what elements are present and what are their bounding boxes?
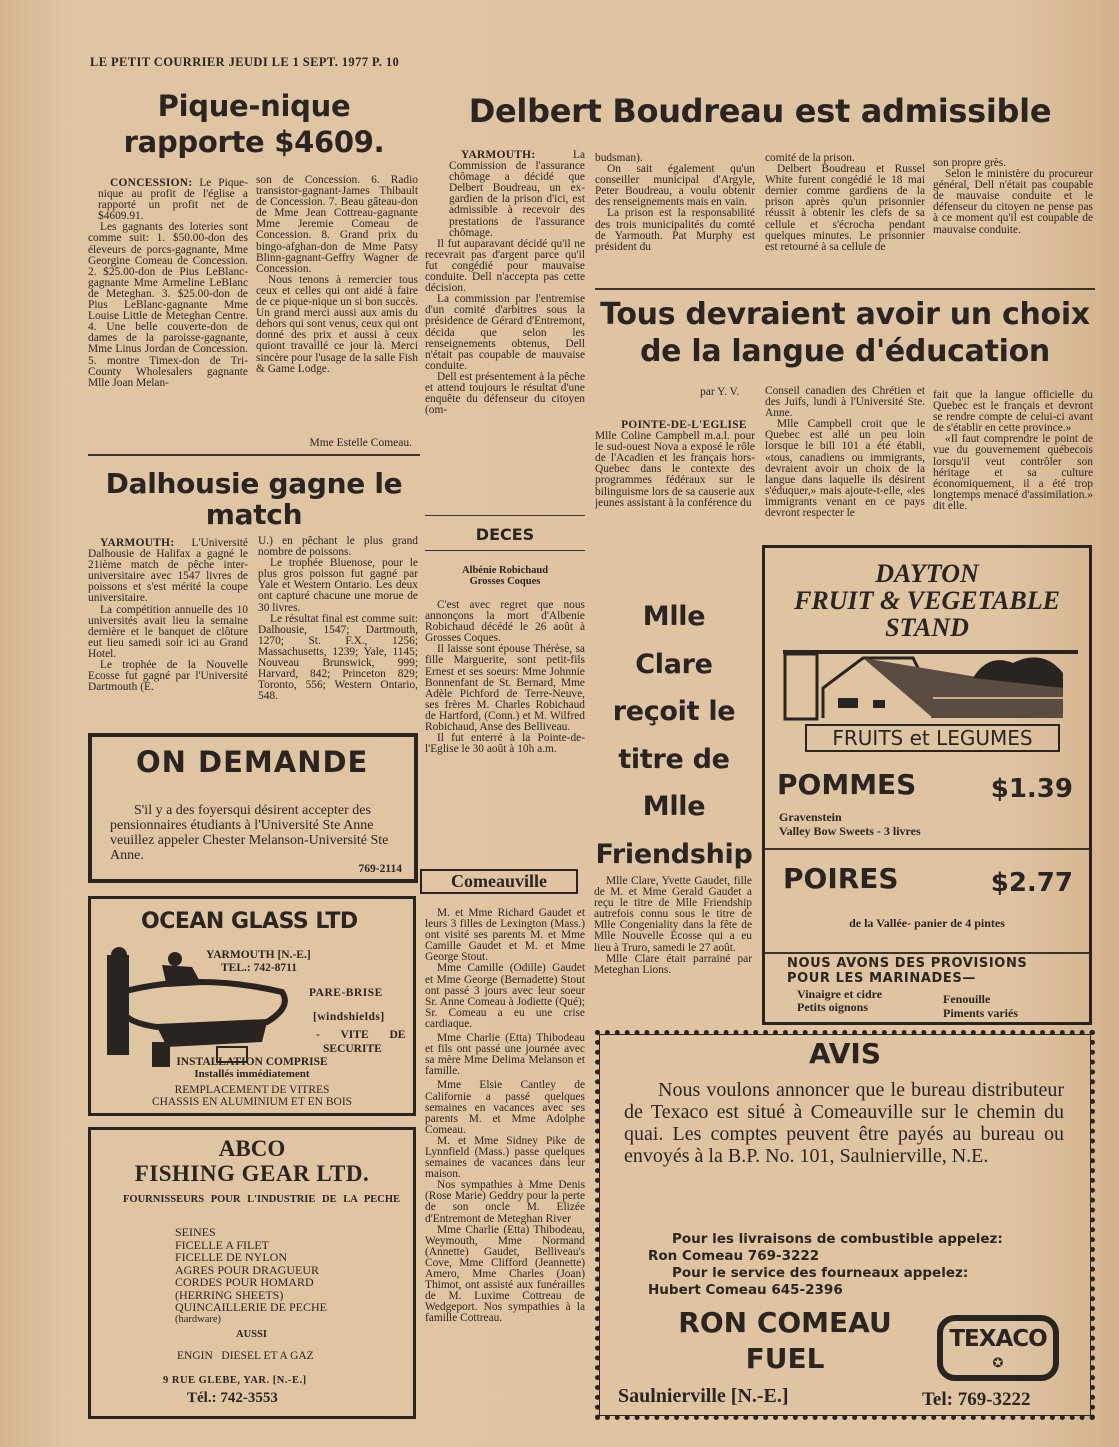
product-price: $1.39 [990, 774, 1073, 804]
headline-line: titre de [618, 743, 730, 775]
ad-line: PARE-BRISE [309, 987, 383, 999]
ad-title [765, 560, 1089, 641]
article-column [765, 153, 925, 278]
paragraph: Nos sympathies à Mme Denis (Rose Marie) Geddry pour la perte de son oncle M. Elizée d'Entremont de Meteghan River [425, 1179, 585, 1225]
paragraph: budsman). [595, 153, 643, 164]
product-name: POMMES [777, 768, 917, 801]
list-item: SEINES [175, 1225, 216, 1239]
paragraph: Le trophée Bluenose, pour le plus gros poisson fut gagné par Yale et Western Ontario. Les deux ont capturé chacune une morue de 30 livres. [258, 557, 418, 614]
paragraph: Il fut auparavant décidé qu'il ne recevrait pas d'argent parce qu'il fut congédié pour mauvaise conduite. Dell n'accepta pas cette décision. [425, 237, 585, 295]
ad-footer [91, 1056, 413, 1108]
ad-title: ON DEMANDE [136, 745, 369, 779]
ad-line: Installés immédiatement [194, 1068, 310, 1080]
list-item: Piments variés [943, 1006, 1018, 1020]
paragraph: La commission par l'entremise d'un comité d'arbitres sous la présidence de Gérard d'Entremont, décida que selon les renseignements obtenus, Dell n'était pas coupable de mauvaise conduite. [425, 293, 585, 372]
headline-line: rapporte $4609. [123, 125, 385, 159]
ad-line: AUSSI [236, 1329, 267, 1340]
ad-avis [595, 1030, 1095, 1420]
paragraph: Nous tenons à remercier tous ceux et celles qui ont aidé à faire de ce pique-nique un si bon succès. Un grand merci aussi aux amis du dehors qui sont venus, ceux qui ont donné des prix et aussi à ceux quiont travaillé ce jour là. Merci sincère pour l'usage de la salle Fish & Game Lodge. [256, 273, 418, 375]
ad-title-line: DAYTON [875, 559, 979, 588]
headline-piquenique [88, 88, 420, 160]
article-column [595, 420, 755, 542]
list-item: QUINCAILLERIE DE PECHE [175, 1300, 327, 1314]
ad-title [91, 1136, 413, 1186]
product-price: $2.77 [990, 868, 1073, 898]
ad-line: REMPLACEMENT DE VITRES [174, 1084, 330, 1096]
headline-line: Mlle [642, 791, 706, 822]
paragraph: Il fut enterré à la Pointe-de-l'Eglise le 30 août à 10h a.m. [425, 732, 585, 756]
ad-ocean-glass [88, 896, 416, 1116]
ad-city: YARMOUTH [N.-E.] [206, 949, 311, 961]
list-item: AGRES POUR DRAGUEUR [175, 1262, 320, 1277]
provisions-line: POUR LES MARINADES— [787, 971, 976, 986]
paragraph: M. et Mme Richard Gaudet et leurs 3 filles de Lexington (Mass.) ont visité ses parents M. et Mme Camille Gaudet et M. et Mme George Stout. [425, 908, 585, 964]
divider [765, 848, 1089, 850]
ad-phone: TEL.: 742-8711 [221, 962, 298, 974]
paragraph: Le résultat final est comme suit: Dalhousie, 1547; Dartmouth, 1270; St. F.X., 1256; Massachusetts, 1239; Yale, 1145; Nouveau Brunswick, 999; Harvard, 842; Princeton 829; Toronto, 556; Western Ontario, 548. [258, 612, 418, 703]
ad-title-line: FRUIT & VEGETABLE [794, 586, 1060, 615]
ad-town: Saulnierville [N.-E.] [618, 1385, 789, 1407]
signature: Mme Estelle Comeau. [309, 437, 412, 449]
paragraph: La Commission de l'assurance chômage a décidé que Delbert Boudreau, un ex-gardien de la prison d'ici, est admissible à recevoir des prestations de l'assurance chômage. [449, 150, 585, 239]
headline-clare [588, 593, 760, 878]
headline-line: Tous devraient avoir un choix [600, 297, 1090, 332]
product-desc: de la Vallée- panier de 4 pintes [849, 916, 1005, 930]
list-item: (HERRING SHEETS) [175, 1287, 284, 1302]
article-column [256, 175, 418, 435]
ad-subtitle: FOURNISSEURS POUR L'INDUSTRIE DE LA PECHE [123, 1194, 401, 1205]
company-name [640, 1305, 930, 1377]
paragraph: Mlle Coline Campbell m.a.l. pour le sud-ouest Nova a exposé le rôle de l'Acadien et les français hors-Quebec dans le contexte des programmes fédéraux sur le bilinguisme lors de sa causerie aux jeunes assistant à la conférence du [595, 430, 755, 509]
paragraph: son propre grès. [933, 158, 1007, 169]
paragraph: La compétition annuelle des 10 universités avait lieu la semaine dernière et le banquet de clôture eut lieu samedi soir ici au Grand Hotel. [88, 603, 248, 660]
headline-line: Dalhousie gagne le [105, 467, 403, 500]
company-name-line: FUEL [745, 1342, 825, 1375]
ad-title: AVIS [808, 1037, 882, 1070]
headline-line: Mlle [642, 601, 706, 632]
paragraph: comité de la prison. [765, 153, 855, 164]
paragraph: On sait également qu'un conseiller municipal d'Argyle, Peter Boudreau, a voulu obtenir des renseignements mais en vain. [595, 163, 755, 209]
headline-delbert: Delbert Boudreau est admissible [468, 92, 1052, 130]
ad-title-line: FISHING GEAR LTD. [134, 1161, 370, 1186]
list-item: (hardware) [175, 1313, 222, 1325]
section-header-comeauville: Comeauville [420, 869, 578, 894]
paragraph: Il laisse sont épouse Thérèse, sa fille Marguerite, sont petit-fils Ernest et ses soeurs: Mme Johnnie Bonnenfant de St. Bernard, Mme Adèle Pichford de Terre-Neuve, ses frères M. Charles Robichaud de Hartford, (Conn.) et M. Wilfred Robichaud, Anse des Belliveau. [425, 643, 585, 734]
ad-line: CHASSIS EN ALUMINIUM ET EN BOIS [151, 1096, 353, 1108]
ad-line: [windshields] [313, 1011, 385, 1023]
paragraph: Delbert Boudreau et Russel White furent congédié le 18 mai dernier comme gardiens de la prison après qu'un prisonnier réussit à obtenir les clefs de sa cellule et s'écrocha pendant quelques minutes. Le prisonnier est retourné à sa cellule de [765, 163, 925, 253]
section-header-deces: DECES [475, 525, 535, 544]
barn-illustration-icon [783, 648, 1083, 723]
provisions-heading [787, 956, 1027, 986]
paragraph: L'Université Dalhousie de Halifax a gagné le 21ième match de pêche inter-universitaire avec 1547 livres de poissons et s'est mérité la coupe universitaire. [88, 538, 248, 605]
paragraph: fait que la langue officielle du Quebec est le français et devront se rendre compte de celui-ci avant de s'établir en cette province.» [933, 390, 1093, 435]
headline-dalhousie [88, 468, 420, 530]
ad-abco [88, 1127, 416, 1419]
ad-sign: FRUITS et LEGUMES [805, 724, 1060, 752]
paragraph: Mme Elsie Cantley de Californie a passé quelques semaines en vacances avec ses parents M. et Mme Adolphe Comeau. [425, 1079, 585, 1136]
list-item: FICELLE DE NYLON [175, 1250, 287, 1264]
ad-title: OCEAN GLASS LTD [141, 909, 358, 934]
ad-line: Hubert Comeau 645-2396 [648, 1282, 843, 1298]
paragraph: Mme Camille (Odille) Gaudet et Mme George (Bernadette) Stout ont passé 3 jours avec leur soeur Sr. Anne Comeau à Jodiette (Qué); Sr. Comeau a eu une crise cardiaque. [425, 962, 585, 1030]
paragraph: M. et Mme Sidney Pike de Lynnfield (Mass.) passe quelques semaines de vacances dans leur maison. [425, 1134, 585, 1181]
texaco-logo-text: TEXACO [949, 1326, 1047, 1352]
obituary-place: Grosses Coques [469, 576, 541, 587]
ad-line: SECURITE [323, 1043, 382, 1055]
paragraph: Mlle Campbell croit que le Quebec est allé un peu loin lorsque le bill 101 a été établi, «tous, canadiens ou immigrants, devraient avoir un choix de la langue dans laquelle ils désirent s'éduquer,» mais ajoute-t-elle, «les immigrants venant en ce pays devront respecter le [765, 418, 925, 520]
article-column [425, 908, 585, 1418]
product-desc-line: Gravenstein [779, 810, 842, 824]
dateline: YARMOUTH: [100, 538, 175, 549]
provisions-list [797, 988, 882, 1014]
headline-line: match [205, 498, 303, 531]
divider [425, 515, 585, 516]
dateline: CONCESSION: [110, 178, 193, 189]
headline-line: Pique-nique [157, 89, 351, 123]
headline-line: reçoit le [612, 696, 736, 727]
paragraph: Mlle Clare, Yvette Gaudet, fille de M. et Mme Gerald Gaudet a reçu le titre de Mlle Friendship autrefois connu sous le titre de Mlle Congeniality dans la fête de Mlle Nouvelle Ecosse qui a eu lieu à Truro, samedi le 27 août. [594, 876, 752, 954]
list-item: Petits oignons [797, 1000, 869, 1014]
headline-line: Clare [635, 648, 713, 680]
list-item: FICELLE A FILET [175, 1237, 269, 1252]
list-item: CORDES POUR HOMARD [175, 1275, 314, 1289]
article-column [425, 600, 585, 800]
paragraph: Mme Charlie (Etta) Thibodeau, Weymouth, Mme Normand (Annette) Gaudet, Belliveau's Cove, Mme Clifford (Jeannette) Amero, Mme Charles (Joan) Thimot, ont assisté aux funérailles de M. Luxime Cottreau de Wedgeport. Nos sympathies à la famille Cottreau. [425, 1223, 585, 1325]
texaco-logo [937, 1315, 1059, 1381]
product-name: POIRES [783, 862, 899, 895]
paragraph: Les gagnants des loteries sont comme suit: 1. $50.00-don des éleveurs de porcs-gagnante, Mme Georgine Comeau de Concession. 2. $25.00-don de Pius LeBlanc-gagnante Mme Armeline LeBlanc de Meteghan. 3. $25.00-don de Pius LeBlanc-gagnante Mme Louise Little de Meteghan Centre. 4. Une belle couverte-don de dames de la paroisse-gagnante, Mme Linus Jordan de Concession. 5. montre Timex-don de Tri-County Wholesalers gagnante Mlle Joan Melan- [88, 221, 248, 389]
ad-line: ENGIN DIESEL ET A GAZ [177, 1350, 314, 1362]
ad-title-line: ABCO [218, 1136, 286, 1161]
dateline: YARMOUTH: [461, 150, 536, 161]
ad-phone: Tél.: 742-3553 [187, 1390, 278, 1406]
provisions-line: NOUS AVONS DES PROVISIONS [787, 956, 1028, 971]
ad-body: Nous voulons annoncer que le bureau distributeur de Texaco est situé à Comeauville sur le chemin du quai. Les comptes peuvent être payés au bureau ou envoyés à la B.P. No. 101, Saulnierville, N.E. [624, 1079, 1064, 1167]
paragraph: «Il faut comprendre le point de vue du gouvernement québecois lorsqu'il veut contrôler son héritage et sa culture économiquement, il a été trop longtemps menacé d'assimilation.» dit elle. [933, 433, 1093, 512]
product-desc [779, 810, 921, 838]
paragraph: Selon le ministère du procureur général, Dell n'était pas coupable de mauvaise conduite et le défenseur du citoyen ne pense pas à ce moment qu'il est coupable de mauvaise conduite. [933, 168, 1093, 236]
list-item: Fenouille [943, 992, 991, 1006]
ad-address: 9 RUE GLEBE, YAR. [N.-E.] [163, 1375, 307, 1386]
paragraph: Le trophée de la Nouvelle Ecosse fut gagné par l'Université Dartmouth (E. [88, 659, 248, 694]
article-column [933, 158, 1093, 268]
product-desc-line: Valley Bow Sweets - 3 livres [779, 824, 921, 838]
ad-line: INSTALLATION COMPRISE [176, 1056, 328, 1068]
paragraph: Mlle Clare était parrainé par Meteghan Lions. [594, 952, 752, 976]
star-icon: ✪ [992, 1355, 1004, 1370]
company-name-line: RON COMEAU [678, 1306, 892, 1339]
list-item: Vinaigre et cidre [797, 987, 883, 1001]
masthead: LE PETIT COURRIER JEUDI LE 1 SEPT. 1977 P. 10 [90, 55, 400, 69]
paragraph: U.) en pêchant le plus grand nombre de poissons. [258, 536, 418, 559]
article-column [765, 386, 925, 542]
ad-item-list [175, 1226, 327, 1326]
paragraph: La prison est la responsabilité des trois municipalités du comté de Yarmouth. Pat Murphy est président du [595, 207, 755, 253]
paragraph: Conseil canadien des Chrétien et des Juifs, lundi à l'Université Ste. Anne. [765, 386, 925, 420]
divider [88, 454, 420, 456]
ad-line: Pour les livraisons de combustible appelez: [672, 1231, 1003, 1247]
ad-body: S'il y a des foyersqui désirent accepter des pensionnaires étudiants à l'Université Ste Anne veuillez appeler Chester Melanson-Université Ste Anne. [110, 803, 389, 863]
provisions-list [943, 992, 1018, 1020]
article-column [425, 150, 585, 446]
byline: par Y. V. [700, 386, 740, 398]
article-column [88, 538, 248, 728]
ad-line: Pour le service des fourneaux appelez: [672, 1265, 969, 1281]
ad-on-demande [88, 733, 418, 883]
paragraph: C'est avec regret que nous annonçons la mort d'Albenie Robichaud décédé le 26 août à Grosses Coques. [425, 600, 585, 645]
obituary-name [425, 565, 585, 587]
article-column [595, 153, 755, 278]
article-column [933, 390, 1093, 546]
article-column [594, 876, 752, 1011]
divider [595, 288, 1095, 290]
paragraph: Le Pique-nique au profit de l'église a rapporté un profit net de $4609.91. [98, 178, 248, 223]
ad-line: - VITE DE [316, 1029, 406, 1041]
ad-phone: 769-2114 [358, 863, 402, 875]
headline-tous [595, 296, 1095, 370]
paragraph: son de Concession. 6. Radio transistor-gagnant-James Thibault de Concession. 7. Beau gâteau-don de Mme Jean Cottreau-gagnante Mme Jeremie Comeau de Concession. 8. Grand prix du bingo-afghan-don de Mme Patsy Blinn-gagnant-Geffry Wagner de Concession. [256, 175, 418, 275]
paragraph: Dell est présentement à la pêche et attend toujours le résultat d'une enquête du défenseur du citoyen (om- [425, 370, 585, 417]
divider [425, 550, 585, 551]
headline-line: Friendship [595, 838, 753, 870]
ad-line: Ron Comeau 769-3222 [648, 1248, 820, 1264]
ad-phone: Tel: 769-3222 [922, 1389, 1031, 1410]
paragraph: Mme Charlie (Etta) Thibodeau et fils ont passé une journée avec sa mère Mme Delima Melanson et famille. [425, 1032, 585, 1078]
dateline: POINTE-DE-L'EGLISE [621, 420, 747, 431]
article-column [258, 536, 418, 728]
headline-line: de la langue d'éducation [639, 334, 1050, 369]
obituary-name-text: Albénie Robichaud [461, 565, 549, 576]
divider [765, 952, 1089, 954]
ad-title-line: STAND [885, 613, 969, 642]
article-column [88, 178, 248, 448]
ad-dayton [762, 545, 1092, 1025]
